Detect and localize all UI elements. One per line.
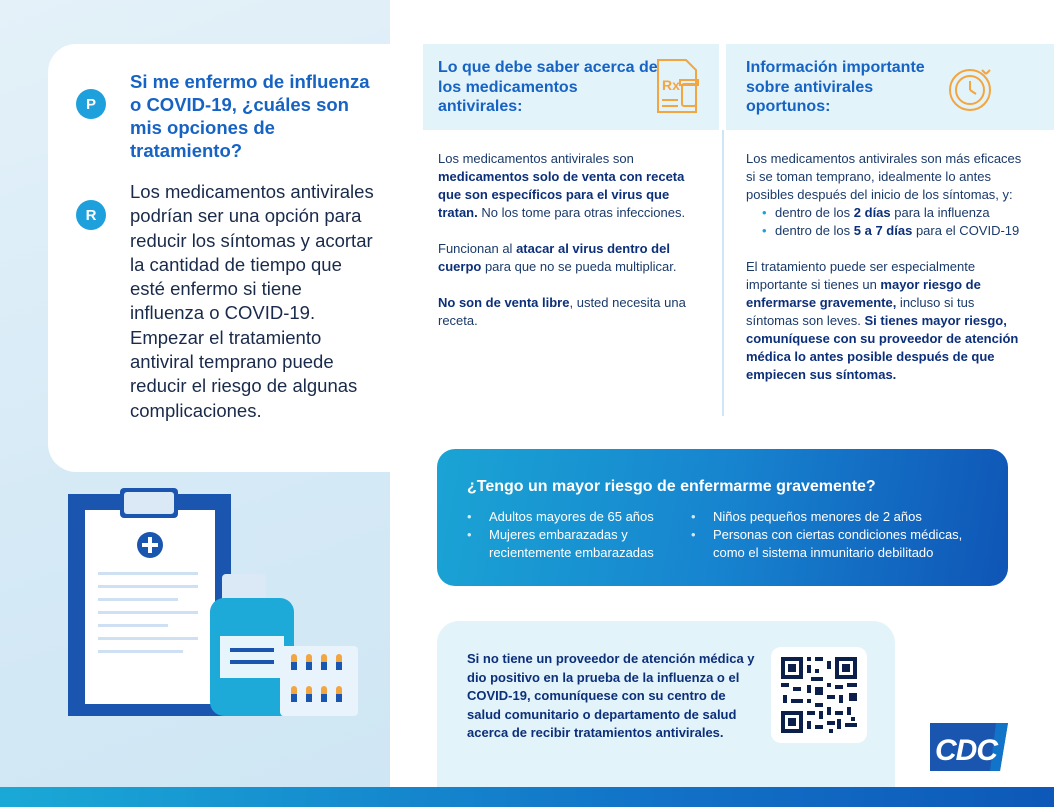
answer-badge: R <box>76 200 106 230</box>
column-divider <box>722 130 724 416</box>
col1-paragraph-2: Funcionan al atacar al virus dentro del cuerpo para que no se pueda multiplicar. <box>438 241 677 274</box>
cdc-logo <box>926 719 1012 775</box>
col2-body <box>746 150 1028 402</box>
risk-box <box>437 449 1008 586</box>
list-item: • dentro de los 5 a 7 días para el COVID-19 <box>762 222 1028 240</box>
qr-code-icon <box>771 647 867 743</box>
list-item: • dentro de los 2 días para la influenza <box>762 204 1028 222</box>
answer-text: Los medicamentos antivirales podrían ser una opción para reducir los síntomas y acortar la cantidad de tiempo que esté enfermo si tiene influenza o COVID-19. Empezar el tratamiento antiviral temprano puede reducir el riesgo de algunas complicaciones. <box>130 181 374 421</box>
cdc-logo-text: CDC <box>935 734 997 767</box>
clock-icon <box>946 66 994 114</box>
col2-title: Información importante sobre antivirales oportunos: <box>746 59 925 115</box>
col2-intro: Los medicamentos antivirales son más eficaces si se toman temprano, idealmente lo antes posibles después del inicio de los síntomas, y: <box>746 151 1022 202</box>
bottom-bar <box>0 787 1054 807</box>
col1-paragraph-3: No son de venta libre, usted necesita una receta. <box>438 295 686 328</box>
question-badge: P <box>76 89 106 119</box>
risk-list-left <box>467 508 689 562</box>
risk-list-right <box>691 508 991 562</box>
qr-code-card[interactable] <box>771 647 867 743</box>
list-item: • Mujeres embarazadas y recientemente embarazadas <box>467 526 689 562</box>
question-text: Si me enfermo de influenza o COVID-19, ¿cuáles son mis opciones de tratamiento? <box>130 71 370 161</box>
col1-paragraph-1: Los medicamentos antivirales son medicamentos solo de venta con receta que son específicos para el virus que tratan. No los tome para otras infecciones. <box>438 151 686 220</box>
prescription-icon <box>652 56 702 116</box>
provider-text: Si no tiene un proveedor de atención médica y dio positivo en la prueba de la influenza o el COVID-19, comuníquese con su centro de salud comunitario o departamento de salud acerca de recibir tratamientos antivirales. <box>467 651 755 740</box>
risk-title: ¿Tengo un mayor riesgo de enfermarme gravemente? <box>467 478 876 495</box>
list-item: • Personas con ciertas condiciones médicas, como el sistema inmunitario debilitado <box>691 526 991 562</box>
col1-title: Lo que debe saber acerca de los medicamentos antivirales: <box>438 59 658 115</box>
provider-box <box>437 621 895 787</box>
col2-paragraph-2: El tratamiento puede ser especialmente importante si tienes un mayor riesgo de enfermarse gravemente, incluso si tus síntomas son leves. Si tienes mayor riesgo, comuníquese con su proveedor de atención médica lo antes posible después de que empiecen sus síntomas. <box>746 259 1019 382</box>
medicine-illustration <box>60 488 360 723</box>
list-item: • Adultos mayores de 65 años <box>467 508 689 526</box>
svg-text:Rx: Rx <box>662 77 680 93</box>
col2-timing-list <box>762 204 1028 240</box>
col1-body <box>438 150 700 348</box>
list-item: • Niños pequeños menores de 2 años <box>691 508 991 526</box>
